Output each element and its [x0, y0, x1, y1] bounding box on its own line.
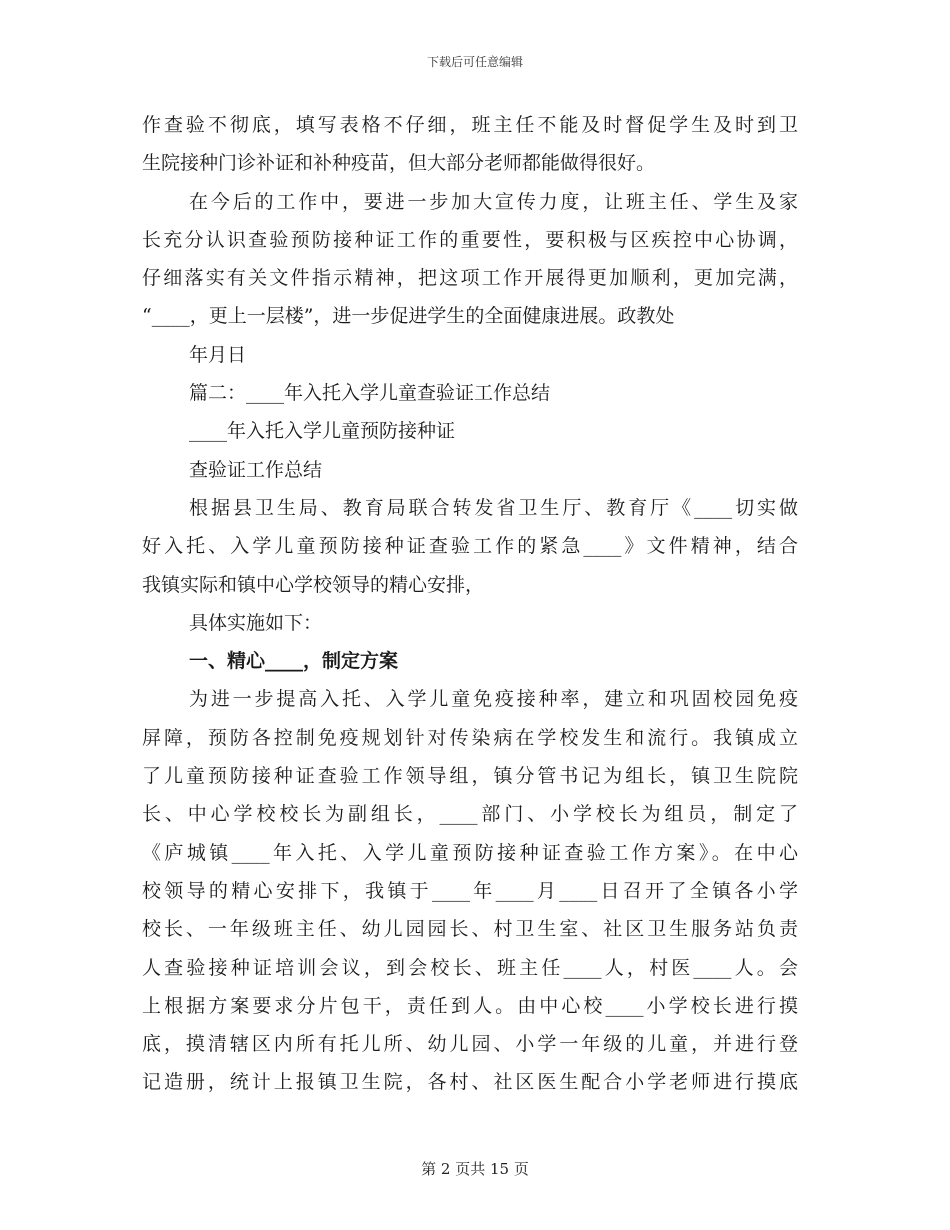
text-line: 根据县卫生局、教育局联合转发省卫生厅、教育厅《____切实做: [189, 496, 798, 519]
text-line: 在今后的工作中，要进一步加大宣传力度，让班主任、学生及家: [189, 190, 798, 213]
page-footer: 第 2 页共 15 页: [421, 1160, 529, 1178]
text-line: 长充分认识查验预防接种证工作的重要性，要积极与区疾控中心协调，: [142, 228, 798, 251]
text-line: 上根据方案要求分片包干，责任到人。由中心校____小学校长进行摸: [142, 994, 798, 1017]
section-heading: 一、精心____，制定方案: [189, 650, 399, 673]
text-line: 生院接种门诊补证和补种疫苗，但大部分老师都能做得很好。: [142, 152, 656, 175]
text-line: 校领导的精心安排下，我镇于____年____月____日召开了全镇各小学: [142, 879, 798, 902]
text-line: 作查验不彻底，填写表格不仔细，班主任不能及时督促学生及时到卫: [142, 114, 798, 136]
text-line: 校长、一年级班主任、幼儿园园长、村卫生室、社区卫生服务站负责: [142, 918, 798, 941]
text-line: 具体实施如下：: [189, 611, 323, 634]
page-header: 下载后可任意编辑: [426, 55, 523, 69]
text-line: 底，摸清辖区内所有托儿所、幼儿园、小学一年级的儿童，并进行登: [142, 1033, 798, 1056]
text-line: 《庐城镇____年入托、入学儿童预防接种证查验工作方案》。在中心: [142, 841, 798, 864]
text-line: 查验证工作总结: [189, 458, 323, 481]
text-line: 屏障，预防各控制免疫规划针对传染病在学校发生和流行。我镇成立: [142, 726, 798, 749]
text-line: 了儿童预防接种证查验工作领导组，镇分管书记为组长，镇卫生院院: [142, 765, 798, 788]
text-line: 记造册，统计上报镇卫生院，各村、社区医生配合小学老师进行摸底: [142, 1071, 798, 1094]
text-line: 长、中心学校校长为副组长，____部门、小学校长为组员，制定了: [142, 803, 798, 826]
text-line: 为进一步提高入托、入学儿童免疫接种率，建立和巩固校园免疫: [189, 688, 798, 711]
text-line: ____年入托入学儿童预防接种证: [189, 420, 456, 443]
text-line: 好入托、入学儿童预防接种证查验工作的紧急____》文件精神，结合: [142, 535, 798, 558]
text-line: “____，更上一层楼”，进一步促进学生的全面健康进展。政教处: [142, 305, 675, 328]
text-line: 篇二：____年入托入学儿童查验证工作总结: [189, 382, 551, 405]
text-line: 年月日: [189, 343, 247, 366]
text-line: 人查验接种证培训会议，到会校长、班主任____人，村医____人。会: [142, 956, 798, 979]
text-line: 我镇实际和镇中心学校领导的精心安排，: [142, 573, 485, 596]
document-body: [142, 106, 798, 1102]
text-line: 仔细落实有关文件指示精神，把这项工作开展得更加顺利，更加完满，: [142, 267, 798, 290]
